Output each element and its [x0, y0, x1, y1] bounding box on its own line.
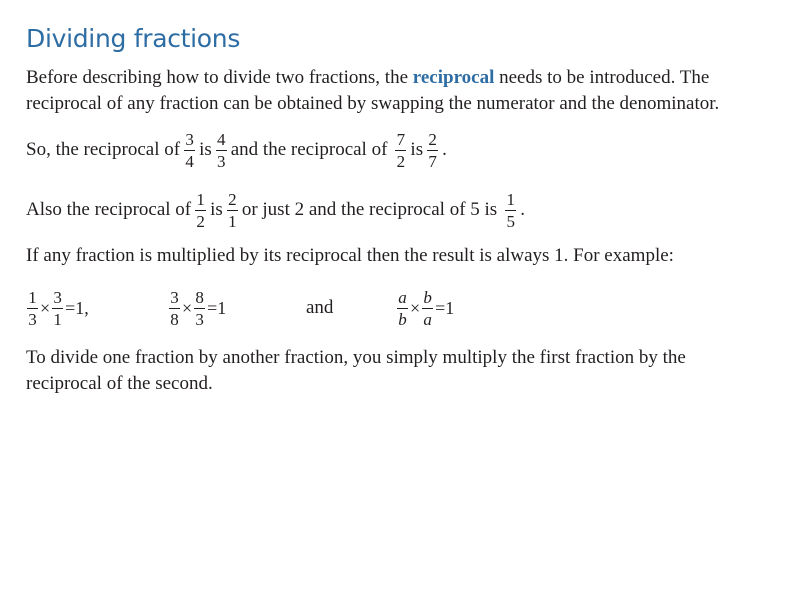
line1-text-2: is: [199, 139, 212, 160]
numerator: 7: [396, 129, 406, 149]
denominator: 1: [53, 309, 62, 329]
numerator: 3: [185, 129, 194, 149]
line1-period: .: [442, 139, 447, 160]
fraction-bar: [194, 308, 205, 309]
line2-period: .: [520, 199, 525, 220]
example-1: [26, 281, 90, 335]
fraction-3-8: [169, 288, 180, 329]
line2-text-2: is: [210, 199, 223, 220]
fraction-bar: [397, 308, 408, 309]
denominator: 3: [28, 309, 37, 329]
numerator: a: [398, 287, 407, 307]
example-3: [396, 281, 455, 335]
denominator: a: [423, 309, 432, 329]
line2-text-3: or just 2 and the reciprocal of 5 is: [241, 199, 498, 220]
line1-text-3: and the reciprocal of: [230, 139, 388, 160]
fraction-4-3: [216, 130, 227, 171]
denominator: 2: [396, 151, 406, 171]
and-connector: [306, 281, 333, 335]
fraction-bar: [505, 210, 516, 211]
section-heading: Dividing fractions: [26, 24, 241, 53]
multiplication-examples: [26, 281, 786, 335]
denominator: 7: [428, 151, 437, 171]
line2-text-1: Also the reciprocal of: [26, 199, 192, 220]
reciprocal-term: reciprocal: [412, 67, 495, 88]
denominator: 3: [217, 151, 226, 171]
fraction-7-2: [395, 130, 406, 171]
equals-result: =1: [207, 297, 227, 318]
line1-text-4: is: [410, 139, 424, 160]
intro-after: needs to be introduced. The reciprocal of any fraction can be obtained by swapping the numerator and the denominator.: [26, 67, 720, 114]
denominator: 3: [195, 309, 204, 329]
fraction-2-7: [427, 130, 438, 171]
example-2: [168, 281, 227, 335]
denominator: 4: [185, 151, 194, 171]
numerator: 1: [506, 189, 515, 209]
line1-text-1: So, the reciprocal of: [26, 139, 181, 160]
denominator: 2: [196, 211, 205, 231]
content-page: [26, 24, 786, 397]
fraction-a-b: [397, 288, 408, 329]
times-sign: ×: [410, 297, 421, 318]
fraction-bar: [52, 308, 63, 309]
denominator: 8: [170, 309, 179, 329]
fraction-bar: [216, 150, 227, 151]
fraction-3-4: [184, 130, 195, 171]
denominator: 1: [228, 211, 237, 231]
equals-result: =1,: [65, 297, 89, 318]
reciprocal-examples-line-1: [26, 127, 786, 173]
fraction-bar: [395, 150, 406, 151]
numerator: b: [423, 287, 432, 307]
numerator: 8: [195, 287, 204, 307]
fraction-3-1: [52, 288, 63, 329]
numerator: 4: [217, 129, 226, 149]
denominator: b: [398, 309, 407, 329]
times-sign: ×: [182, 297, 193, 318]
numerator: 3: [170, 287, 179, 307]
numerator: 3: [53, 287, 62, 307]
numerator: 1: [196, 189, 205, 209]
and-word: and: [306, 297, 334, 318]
fraction-1-5: [505, 190, 516, 231]
fraction-bar: [184, 150, 195, 151]
fraction-bar: [27, 308, 38, 309]
numerator: 2: [228, 189, 237, 209]
fraction-bar: [169, 308, 180, 309]
numerator: 1: [28, 287, 37, 307]
multiply-paragraph: If any fraction is multiplied by its reciprocal then the result is always 1. For example:: [26, 245, 674, 266]
fraction-8-3: [194, 288, 205, 329]
times-sign: ×: [40, 297, 51, 318]
intro-paragraph: [26, 65, 766, 117]
reciprocal-examples-line-2: [26, 187, 786, 233]
fraction-bar: [195, 210, 206, 211]
fraction-bar: [427, 150, 438, 151]
intro-before: Before describing how to divide two fractions, the: [26, 67, 413, 88]
fraction-1-3: [27, 288, 38, 329]
denominator: 5: [506, 211, 515, 231]
fraction-1-2: [195, 190, 206, 231]
divide-paragraph: To divide one fraction by another fraction, you simply multiply the first fraction by the reciprocal of the second.: [26, 347, 686, 394]
fraction-bar: [227, 210, 238, 211]
fraction-bar: [422, 308, 433, 309]
fraction-b-a: [422, 288, 433, 329]
fraction-2-1: [227, 190, 238, 231]
equals-result: =1: [435, 297, 455, 318]
numerator: 2: [428, 129, 437, 149]
